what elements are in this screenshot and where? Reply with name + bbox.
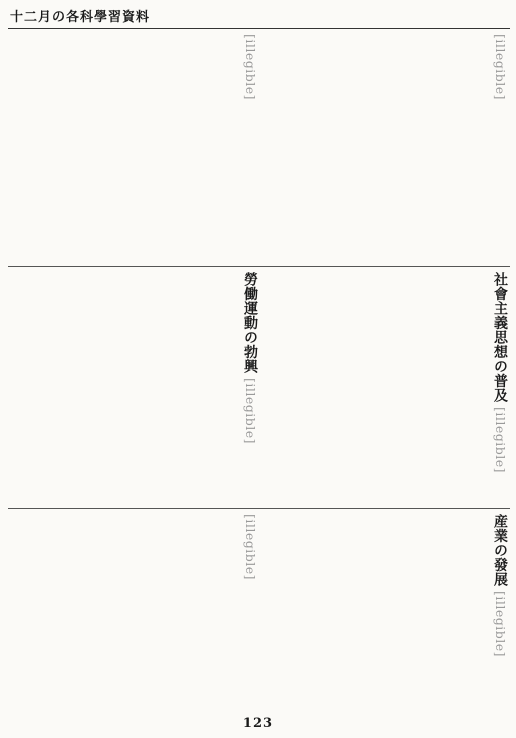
body-column-upper-left xyxy=(12,34,258,262)
section-heading: 社會主義思想の普及 xyxy=(492,272,508,403)
body-column-upper-right xyxy=(262,34,508,262)
body-column-lower-left xyxy=(12,272,258,504)
illegible-text: [illegible] xyxy=(493,590,508,658)
body-column-lower-right xyxy=(262,272,508,504)
band-divider xyxy=(8,266,510,267)
body-column-bottom-right xyxy=(262,514,508,708)
illegible-text: [illegible] xyxy=(493,406,508,474)
header-rule xyxy=(8,28,510,29)
running-header: 十二月の各科學習資料 xyxy=(10,10,151,25)
illegible-text: [illegible] xyxy=(243,514,258,581)
band-divider xyxy=(8,508,510,509)
illegible-text: [illegible] xyxy=(493,34,508,101)
illegible-text: [illegible] xyxy=(243,377,258,445)
section-heading: 産業の發展 xyxy=(492,514,508,587)
section-heading: 勞働運動の勃興 xyxy=(242,272,258,374)
illegible-text: [illegible] xyxy=(243,34,258,101)
body-column-bottom-left xyxy=(12,514,258,708)
page-number: 123 xyxy=(242,716,274,731)
